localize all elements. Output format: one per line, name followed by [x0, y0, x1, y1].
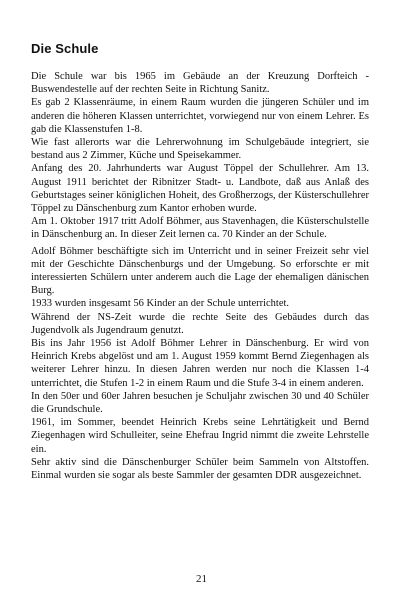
- body-text: [31, 70, 369, 482]
- paragraph: Sehr aktiv sind die Dänschenburger Schüler beim Sammeln von Altstoffen. Einmal wurden sie sogar als beste Sammler der gesamten DDR ausgezeichnet.: [31, 456, 369, 482]
- paragraph: In den 50er und 60er Jahren besuchen je Schuljahr zwischen 30 und 40 Schüler die Grundschule.: [31, 390, 369, 416]
- page-title: Die Schule: [31, 41, 99, 56]
- paragraph: 1961, im Sommer, beendet Heinrich Krebs seine Lehrtätigkeit und Bernd Ziegenhagen wird Schulleiter, seine Ehefrau Ingrid nimmt die zweite Lehrstelle ein.: [31, 417, 369, 455]
- paragraph: Es gab 2 Klassenräume, in einem Raum wurden die jüngeren Schüler und im anderen die höheren Klassen unterrichtet, vorwiegend nur von einem Lehrer. Es gab die Klassenstufen 1-8.: [31, 97, 369, 135]
- paragraph: Adolf Böhmer beschäftigte sich im Unterricht und in seiner Freizeit sehr viel mit der Geschichte Dänschenburgs und der Umgebung. So erforschte er mit interessierten Schülern unter anderem auch die Lage der ehemaligen dänischen Burg.: [31, 245, 369, 297]
- paragraph: Anfang des 20. Jahrhunderts war August Töppel der Schullehrer. Am 13. August 1911 berichtet der Ribnitzer Stadt- u. Landbote, daß aus Anlaß des Geburtstages seiner königlichen Hoheit, des Großherzogs, der Küsterschullehrer Töppel zu Dänschenburg zum Kantor erhoben wurde.: [31, 163, 369, 215]
- paragraph: Am 1. Oktober 1917 tritt Adolf Böhmer, aus Stavenhagen, die Küsterschulstelle in Dänschenburg an. In dieser Zeit lernen ca. 70 Kinder an der Schule.: [31, 216, 369, 241]
- paragraph: Bis ins Jahr 1956 ist Adolf Böhmer Lehrer in Dänschenburg. Er wird von Heinrich Krebs abgelöst und am 1. August 1959 kommt Bernd Ziegenhagen als weiterer Lehrer hinzu. In diesen Jahren werden nur noch die Klassen 1-4 unterrichtet, die Stufen 1-2 in einem Raum und die Stufe 3-4 in einem anderen.: [31, 338, 369, 389]
- paragraph: 1933 wurden insgesamt 56 Kinder an der Schule unterrichtet.: [31, 298, 290, 310]
- paragraph: Während der NS-Zeit wurde die rechte Seite des Gebäudes durch das Jugendvolk als Jugendraum genutzt.: [31, 311, 369, 336]
- paragraph: Die Schule war bis 1965 im Gebäude an der Kreuzung Dorfteich - Buswendestelle auf der rechten Seite in Richtung Sanitz.: [31, 71, 369, 96]
- paragraph: Wie fast allerorts war die Lehrerwohnung im Schulgebäude integriert, sie bestand aus 2 Zimmer, Küche und Speisekammer.: [31, 137, 369, 162]
- page-number: 21: [196, 573, 207, 585]
